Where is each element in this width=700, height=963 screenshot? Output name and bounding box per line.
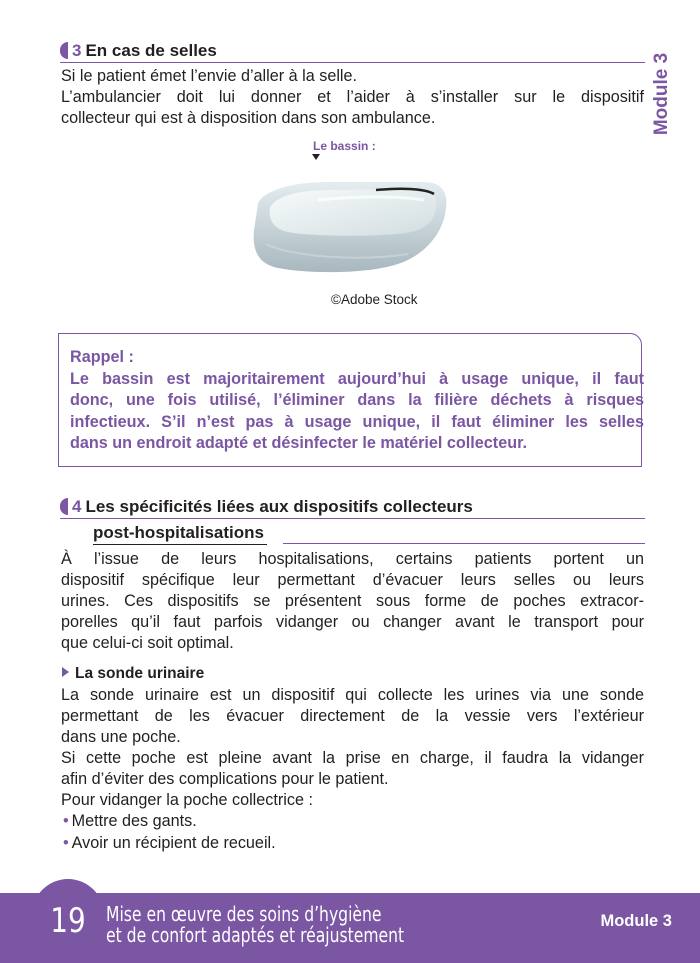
list-item-text: Avoir un récipient de recueil. xyxy=(71,834,276,852)
section-3-number: 3 xyxy=(72,41,82,60)
section-tab-marker xyxy=(60,42,68,59)
section-4-heading xyxy=(60,496,645,519)
list-item xyxy=(63,832,276,854)
section-3-line: L’ambulancier doit lui donner et l’aider à s’installer sur le dispositif xyxy=(61,88,644,106)
section-4-line: que celui-ci soit optimal. xyxy=(61,634,234,652)
bullet-dot-icon: • xyxy=(63,834,69,852)
triangle-bullet-icon xyxy=(62,667,69,677)
section-3-heading xyxy=(60,40,645,63)
rappel-title: Rappel : xyxy=(70,348,134,366)
rappel-line: infectieux. S’il n’est pas à usage unique, il faut éliminer les selles xyxy=(70,412,644,431)
rappel-line: dans un endroit adapté et désinfecter le matériel collecteur. xyxy=(70,434,527,452)
sonde-line: Pour vidanger la poche collectrice : xyxy=(61,791,313,809)
section-4-title-continued: post-hospitalisations xyxy=(93,522,267,545)
bedpan-image xyxy=(248,170,450,276)
section-4-number: 4 xyxy=(72,497,82,516)
section-4-text xyxy=(61,549,644,654)
section-tab-marker xyxy=(60,498,68,515)
section-4-line: urines. Ces dispositifs se présentent sous forme de poches extracor- xyxy=(61,592,644,610)
list-item xyxy=(63,810,276,832)
section-3-title: En cas de selles xyxy=(85,41,217,60)
sonde-line: Si cette poche est pleine avant la prise en charge, il faudra la vidanger xyxy=(61,749,644,767)
bullet-dot-icon: • xyxy=(63,812,69,830)
sonde-line: dans une poche. xyxy=(61,728,181,746)
sonde-text xyxy=(61,685,644,811)
sonde-title: La sonde urinaire xyxy=(75,665,205,682)
rappel-line: Le bassin est majoritairement aujourd’hui à usage unique, il faut xyxy=(70,369,644,388)
footer-title-line: et de confort adaptés et réajustement xyxy=(106,923,405,947)
bullet-list xyxy=(63,810,276,854)
rappel-text xyxy=(70,347,644,455)
footer-module-label: Module 3 xyxy=(600,912,672,930)
sonde-line: La sonde urinaire est un dispositif qui collecte les urines via une sonde xyxy=(61,686,644,704)
rappel-line: donc, une fois utilisé, l’éliminer dans la filière déchets à risques xyxy=(70,391,644,409)
section-3-line: collecteur qui est à disposition dans son ambulance. xyxy=(61,109,436,127)
sonde-heading xyxy=(62,665,204,683)
footer-title xyxy=(106,904,404,946)
figure-arrow-icon xyxy=(312,154,320,160)
section-3-text xyxy=(61,66,644,129)
sonde-line: afin d’éviter des complications pour le patient. xyxy=(61,770,389,788)
section-4-line: À l’issue de leurs hospitalisations, certains patients portent un xyxy=(61,550,644,568)
section-4-line: porelles qu’il faut parfois vidanger ou changer avant le transport pour xyxy=(61,613,644,631)
figure-label: Le bassin : xyxy=(313,139,376,153)
side-module-tab xyxy=(650,40,674,148)
section-3-line: Si le patient émet l’envie d’aller à la selle. xyxy=(61,67,358,85)
section-4-line: dispositif spécifique leur permettant d’évacuer leurs selles ou leurs xyxy=(61,571,644,589)
footer-title-line: Mise en œuvre des soins d’hygiène xyxy=(106,902,382,926)
section-4-rule xyxy=(283,543,645,544)
page-number: 19 xyxy=(50,901,86,941)
side-module-label: Module 3 xyxy=(651,52,672,136)
image-credit: ©Adobe Stock xyxy=(331,292,418,307)
section-4-title: Les spécificités liées aux dispositifs collecteurs xyxy=(85,497,473,516)
list-item-text: Mettre des gants. xyxy=(71,812,197,830)
sonde-line: permettant de les évacuer directement de la vessie vers l’extérieur xyxy=(61,707,644,725)
